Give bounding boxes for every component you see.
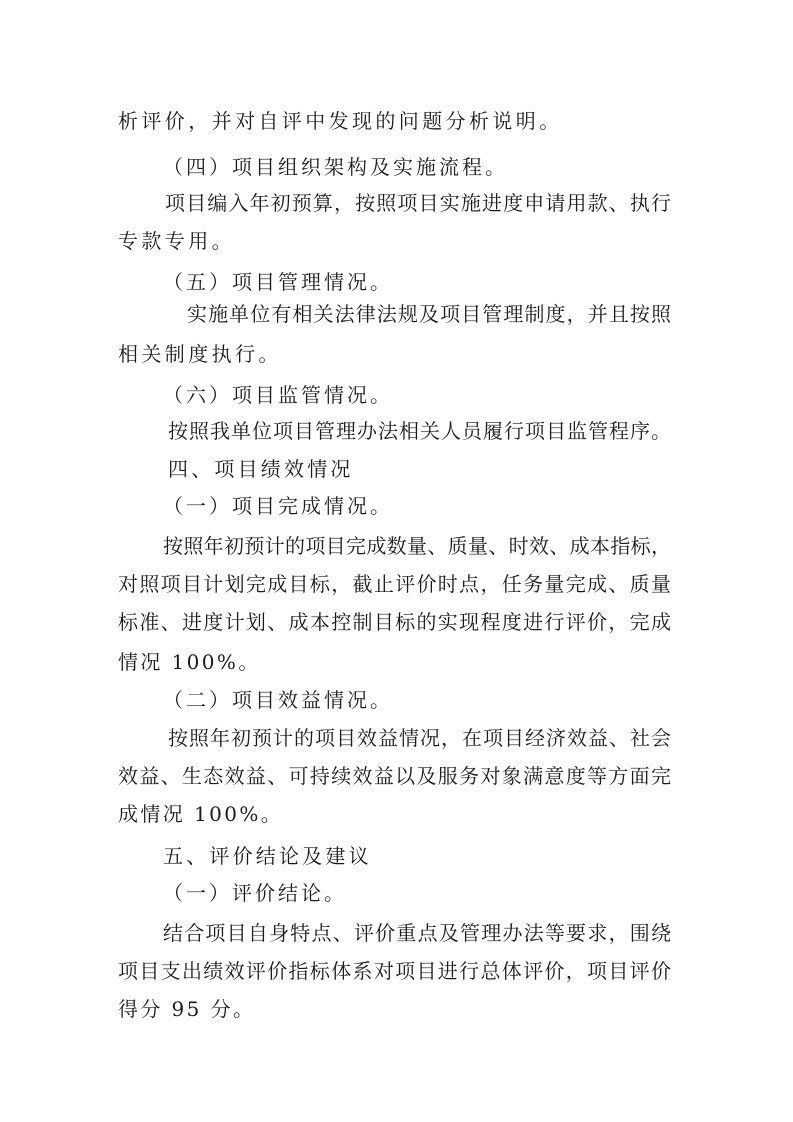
body-line: 成情况 100%。 bbox=[118, 802, 284, 826]
subsection-heading-2: （二）项目效益情况。 bbox=[163, 688, 393, 712]
subsection-heading-6: （六）项目监管情况。 bbox=[163, 383, 393, 407]
body-line: 按照年初预计的项目完成数量、质量、时效、成本指标， bbox=[163, 534, 671, 558]
subsection-heading-1: （一）评价结论。 bbox=[163, 881, 347, 905]
body-line: 相关制度执行。 bbox=[118, 342, 282, 366]
subsection-heading-5: （五）项目管理情况。 bbox=[163, 270, 393, 294]
body-line: 得分 95 分。 bbox=[118, 997, 256, 1021]
body-line: 结合项目自身特点、评价重点及管理办法等要求，围绕 bbox=[163, 921, 671, 945]
body-line-continuation: 析评价，并对自评中发现的问题分析说明。 bbox=[118, 109, 563, 133]
body-line: 按照年初预计的项目效益情况，在项目经济效益、社会 bbox=[168, 726, 671, 750]
subsection-heading-4: （四）项目组织架构及实施流程。 bbox=[163, 155, 508, 179]
body-line: 标准、进度计划、成本控制目标的实现程度进行评价，完成 bbox=[118, 610, 671, 634]
section-heading-4: 四、项目绩效情况 bbox=[168, 457, 354, 481]
subsection-heading-1: （一）项目完成情况。 bbox=[163, 494, 393, 518]
body-line: 按照我单位项目管理办法相关人员履行项目监管程序。 bbox=[168, 419, 671, 443]
body-line: 对照项目计划完成目标，截止评价时点，任务量完成、质量 bbox=[118, 572, 671, 596]
body-line: 项目编入年初预算，按照项目实施进度申请用款、执行 bbox=[165, 191, 671, 215]
body-line: 实施单位有相关法律法规及项目管理制度，并且按照 bbox=[187, 302, 671, 326]
body-line: 效益、生态效益、可持续效益以及服务对象满意度等方面完 bbox=[118, 764, 671, 788]
body-line: 项目支出绩效评价指标体系对项目进行总体评价，项目评价 bbox=[118, 959, 671, 983]
body-line: 专款专用。 bbox=[118, 229, 235, 253]
section-heading-5: 五、评价结论及建议 bbox=[163, 844, 372, 868]
body-line: 情况 100%。 bbox=[118, 650, 261, 674]
